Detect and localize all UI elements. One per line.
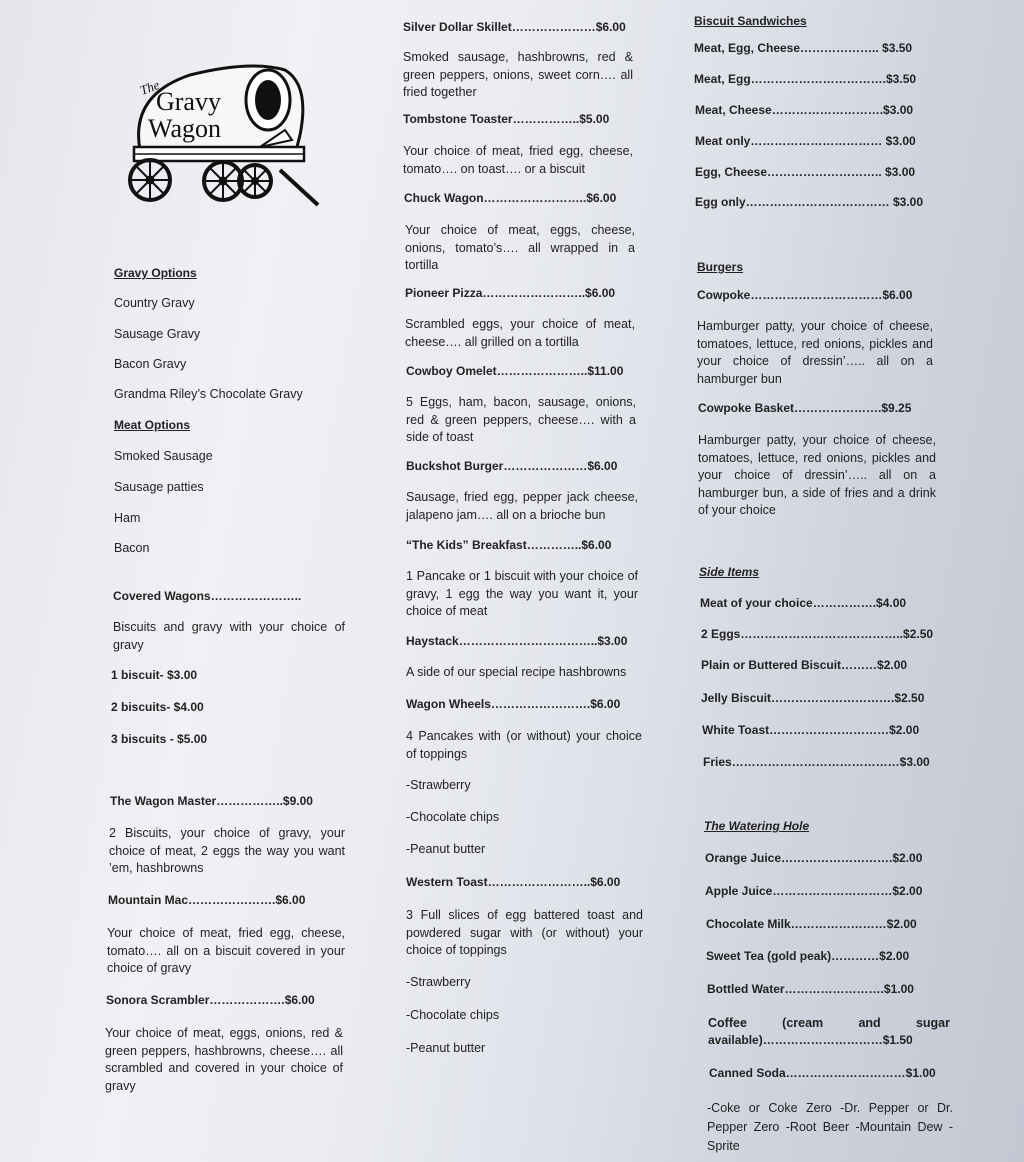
- biscuit-sandwiches-heading: Biscuit Sandwiches: [694, 14, 807, 28]
- side-item: Jelly Biscuit………………………….$2.50: [701, 691, 925, 705]
- coffee-line-1: Coffee (cream and sugar: [708, 1016, 950, 1030]
- cowpoke-title: Cowpoke……………………………$6.00: [697, 288, 913, 302]
- covered-wagons-title: Covered Wagons…………………..: [113, 589, 302, 603]
- canned-soda: Canned Soda…………………………$1.00: [709, 1066, 936, 1080]
- side-item: Fries……………………………………$3.00: [703, 755, 930, 769]
- topping-item: -Chocolate chips: [406, 1008, 500, 1022]
- drink-item: Orange Juice……………………….$2.00: [705, 851, 923, 865]
- meat-options-heading: Meat Options: [114, 418, 191, 432]
- drink-item: Sweet Tea (gold peak)…………$2.00: [706, 949, 910, 963]
- topping-item: -Peanut butter: [406, 1041, 486, 1055]
- western-toast-desc: 3 Full slices of egg battered toast and powdered sugar with (or without) your choice of toppings: [406, 908, 643, 957]
- meat-option: Bacon: [114, 541, 150, 555]
- side-item: Plain or Buttered Biscuit………$2.00: [701, 658, 908, 672]
- topping-item: -Strawberry: [406, 778, 471, 792]
- wagon-wheels-desc: 4 Pancakes with (or without) your choice of toppings: [406, 729, 642, 761]
- cowboy-omelet-title: Cowboy Omelet…………………..$11.00: [406, 364, 624, 378]
- meat-option: Ham: [114, 511, 141, 525]
- wagon-wheels-title: Wagon Wheels…………………….$6.00: [406, 697, 621, 711]
- gravy-wagon-logo: [120, 55, 320, 215]
- mountain-mac-desc: Your choice of meat, fried egg, cheese, tomato…. all on a biscuit covered in your choice of gravy: [107, 926, 345, 975]
- cowpoke-basket-desc: Hamburger patty, your choice of cheese, tomatoes, lettuce, red onions, pickles and your choice of dressin’….. all on a hamburger bun, a side of fries and a drink of your choice: [698, 433, 936, 517]
- silver-dollar-title: Silver Dollar Skillet…………………$6.00: [403, 20, 626, 34]
- gravy-options-heading: Gravy Options: [114, 266, 197, 280]
- coffee-line-2: available)…………………………$1.50: [708, 1033, 913, 1047]
- buckshot-burger-desc: Sausage, fried egg, pepper jack cheese, jalapeno jam…. all on a brioche bun: [406, 490, 638, 522]
- soda-options: -Coke or Coke Zero -Dr. Pepper or Dr. Pepper Zero -Root Beer -Mountain Dew -Sprite: [707, 1101, 953, 1153]
- drink-item: Apple Juice…………………………$2.00: [705, 884, 923, 898]
- topping-item: -Peanut butter: [406, 842, 486, 856]
- buckshot-burger-title: Buckshot Burger…………………$6.00: [406, 459, 618, 473]
- side-item: White Toast…………………………$2.00: [702, 723, 920, 737]
- gravy-option: Sausage Gravy: [114, 327, 201, 341]
- kids-breakfast-desc: 1 Pancake or 1 biscuit with your choice of gravy, 1 egg the way you want it, your choice of meat: [406, 569, 638, 618]
- pioneer-pizza-desc: Scrambled eggs, your choice of meat, cheese…. all grilled on a tortilla: [405, 317, 635, 349]
- topping-item: -Strawberry: [406, 975, 471, 989]
- gravy-option: Bacon Gravy: [114, 357, 187, 371]
- side-item: 2 Eggs…………………………………..$2.50: [701, 627, 934, 641]
- gravy-option: Grandma Riley’s Chocolate Gravy: [114, 387, 303, 401]
- biscuit-sandwich-item: Meat, Cheese……………………….$3.00: [695, 103, 914, 117]
- biscuit-sandwich-item: Meat, Egg…………………………….$3.50: [694, 72, 917, 86]
- topping-item: -Chocolate chips: [406, 810, 500, 824]
- biscuit-price-2: 2 biscuits- $4.00: [111, 700, 204, 714]
- western-toast-title: Western Toast……………………..$6.00: [406, 875, 621, 889]
- chuck-wagon-title: Chuck Wagon……………………..$6.00: [404, 191, 617, 205]
- kids-breakfast-title: “The Kids” Breakfast…………..$6.00: [406, 538, 612, 552]
- biscuit-sandwich-item: Egg only……………………………… $3.00: [695, 195, 924, 209]
- logo-gravy: Gravy: [156, 87, 221, 116]
- tombstone-title: Tombstone Toaster……………..$5.00: [403, 112, 610, 126]
- covered-wagons-desc: Biscuits and gravy with your choice of gravy: [113, 620, 345, 652]
- chuck-wagon-desc: Your choice of meat, eggs, cheese, onions, tomato’s…. all wrapped in a tortilla: [405, 223, 635, 272]
- side-items-heading: Side Items: [699, 565, 760, 579]
- wagon-master-title: The Wagon Master……………..$9.00: [110, 794, 313, 808]
- drink-item: Bottled Water…………………….$1.00: [707, 982, 914, 996]
- side-item: Meat of your choice…………….$4.00: [700, 596, 907, 610]
- sonora-scrambler-title: Sonora Scrambler……………….$6.00: [106, 993, 315, 1007]
- cowpoke-desc: Hamburger patty, your choice of cheese, tomatoes, lettuce, red onions, pickles and your choice of dressin’….. all on a hamburger bun: [697, 319, 933, 386]
- watering-hole-heading: The Watering Hole: [704, 819, 810, 833]
- logo-the: The: [137, 77, 162, 98]
- biscuit-price-3: 3 biscuits - $5.00: [111, 732, 208, 746]
- wagon-master-desc: 2 Biscuits, your choice of gravy, your choice of meat, 2 eggs the way you want ’em, hashbrowns: [109, 826, 345, 875]
- biscuit-price-1: 1 biscuit- $3.00: [111, 668, 198, 682]
- cowboy-omelet-desc: 5 Eggs, ham, bacon, sausage, onions, red & green peppers, cheese…. with a side of toast: [406, 395, 636, 444]
- cowpoke-basket-title: Cowpoke Basket………………….$9.25: [698, 401, 912, 415]
- mountain-mac-title: Mountain Mac………………….$6.00: [108, 893, 306, 907]
- sonora-scrambler-desc: Your choice of meat, eggs, onions, red & green peppers, hashbrowns, cheese…. all scrambled and covered in your choice of gravy: [105, 1026, 343, 1093]
- logo-wagon: Wagon: [148, 114, 221, 143]
- gravy-option: Country Gravy: [114, 296, 195, 310]
- biscuit-sandwich-item: Egg, Cheese……………………….. $3.00: [695, 165, 916, 179]
- silver-dollar-desc: Smoked sausage, hashbrowns, red & green peppers, onions, sweet corn…. all fried together: [403, 50, 633, 99]
- biscuit-sandwich-item: Meat, Egg, Cheese……………….. $3.50: [694, 41, 913, 55]
- pioneer-pizza-title: Pioneer Pizza……………………..$6.00: [405, 286, 616, 300]
- haystack-title: Haystack……………………………..$3.00: [406, 634, 628, 648]
- haystack-desc: A side of our special recipe hashbrowns: [406, 665, 627, 679]
- meat-option: Sausage patties: [114, 480, 204, 494]
- meat-option: Smoked Sausage: [114, 449, 213, 463]
- drink-item: Chocolate Milk……………………$2.00: [706, 917, 917, 931]
- biscuit-sandwich-item: Meat only…………………………… $3.00: [695, 134, 916, 148]
- burgers-heading: Burgers: [697, 260, 744, 274]
- tombstone-desc: Your choice of meat, fried egg, cheese, tomato…. on toast…. or a biscuit: [403, 144, 633, 176]
